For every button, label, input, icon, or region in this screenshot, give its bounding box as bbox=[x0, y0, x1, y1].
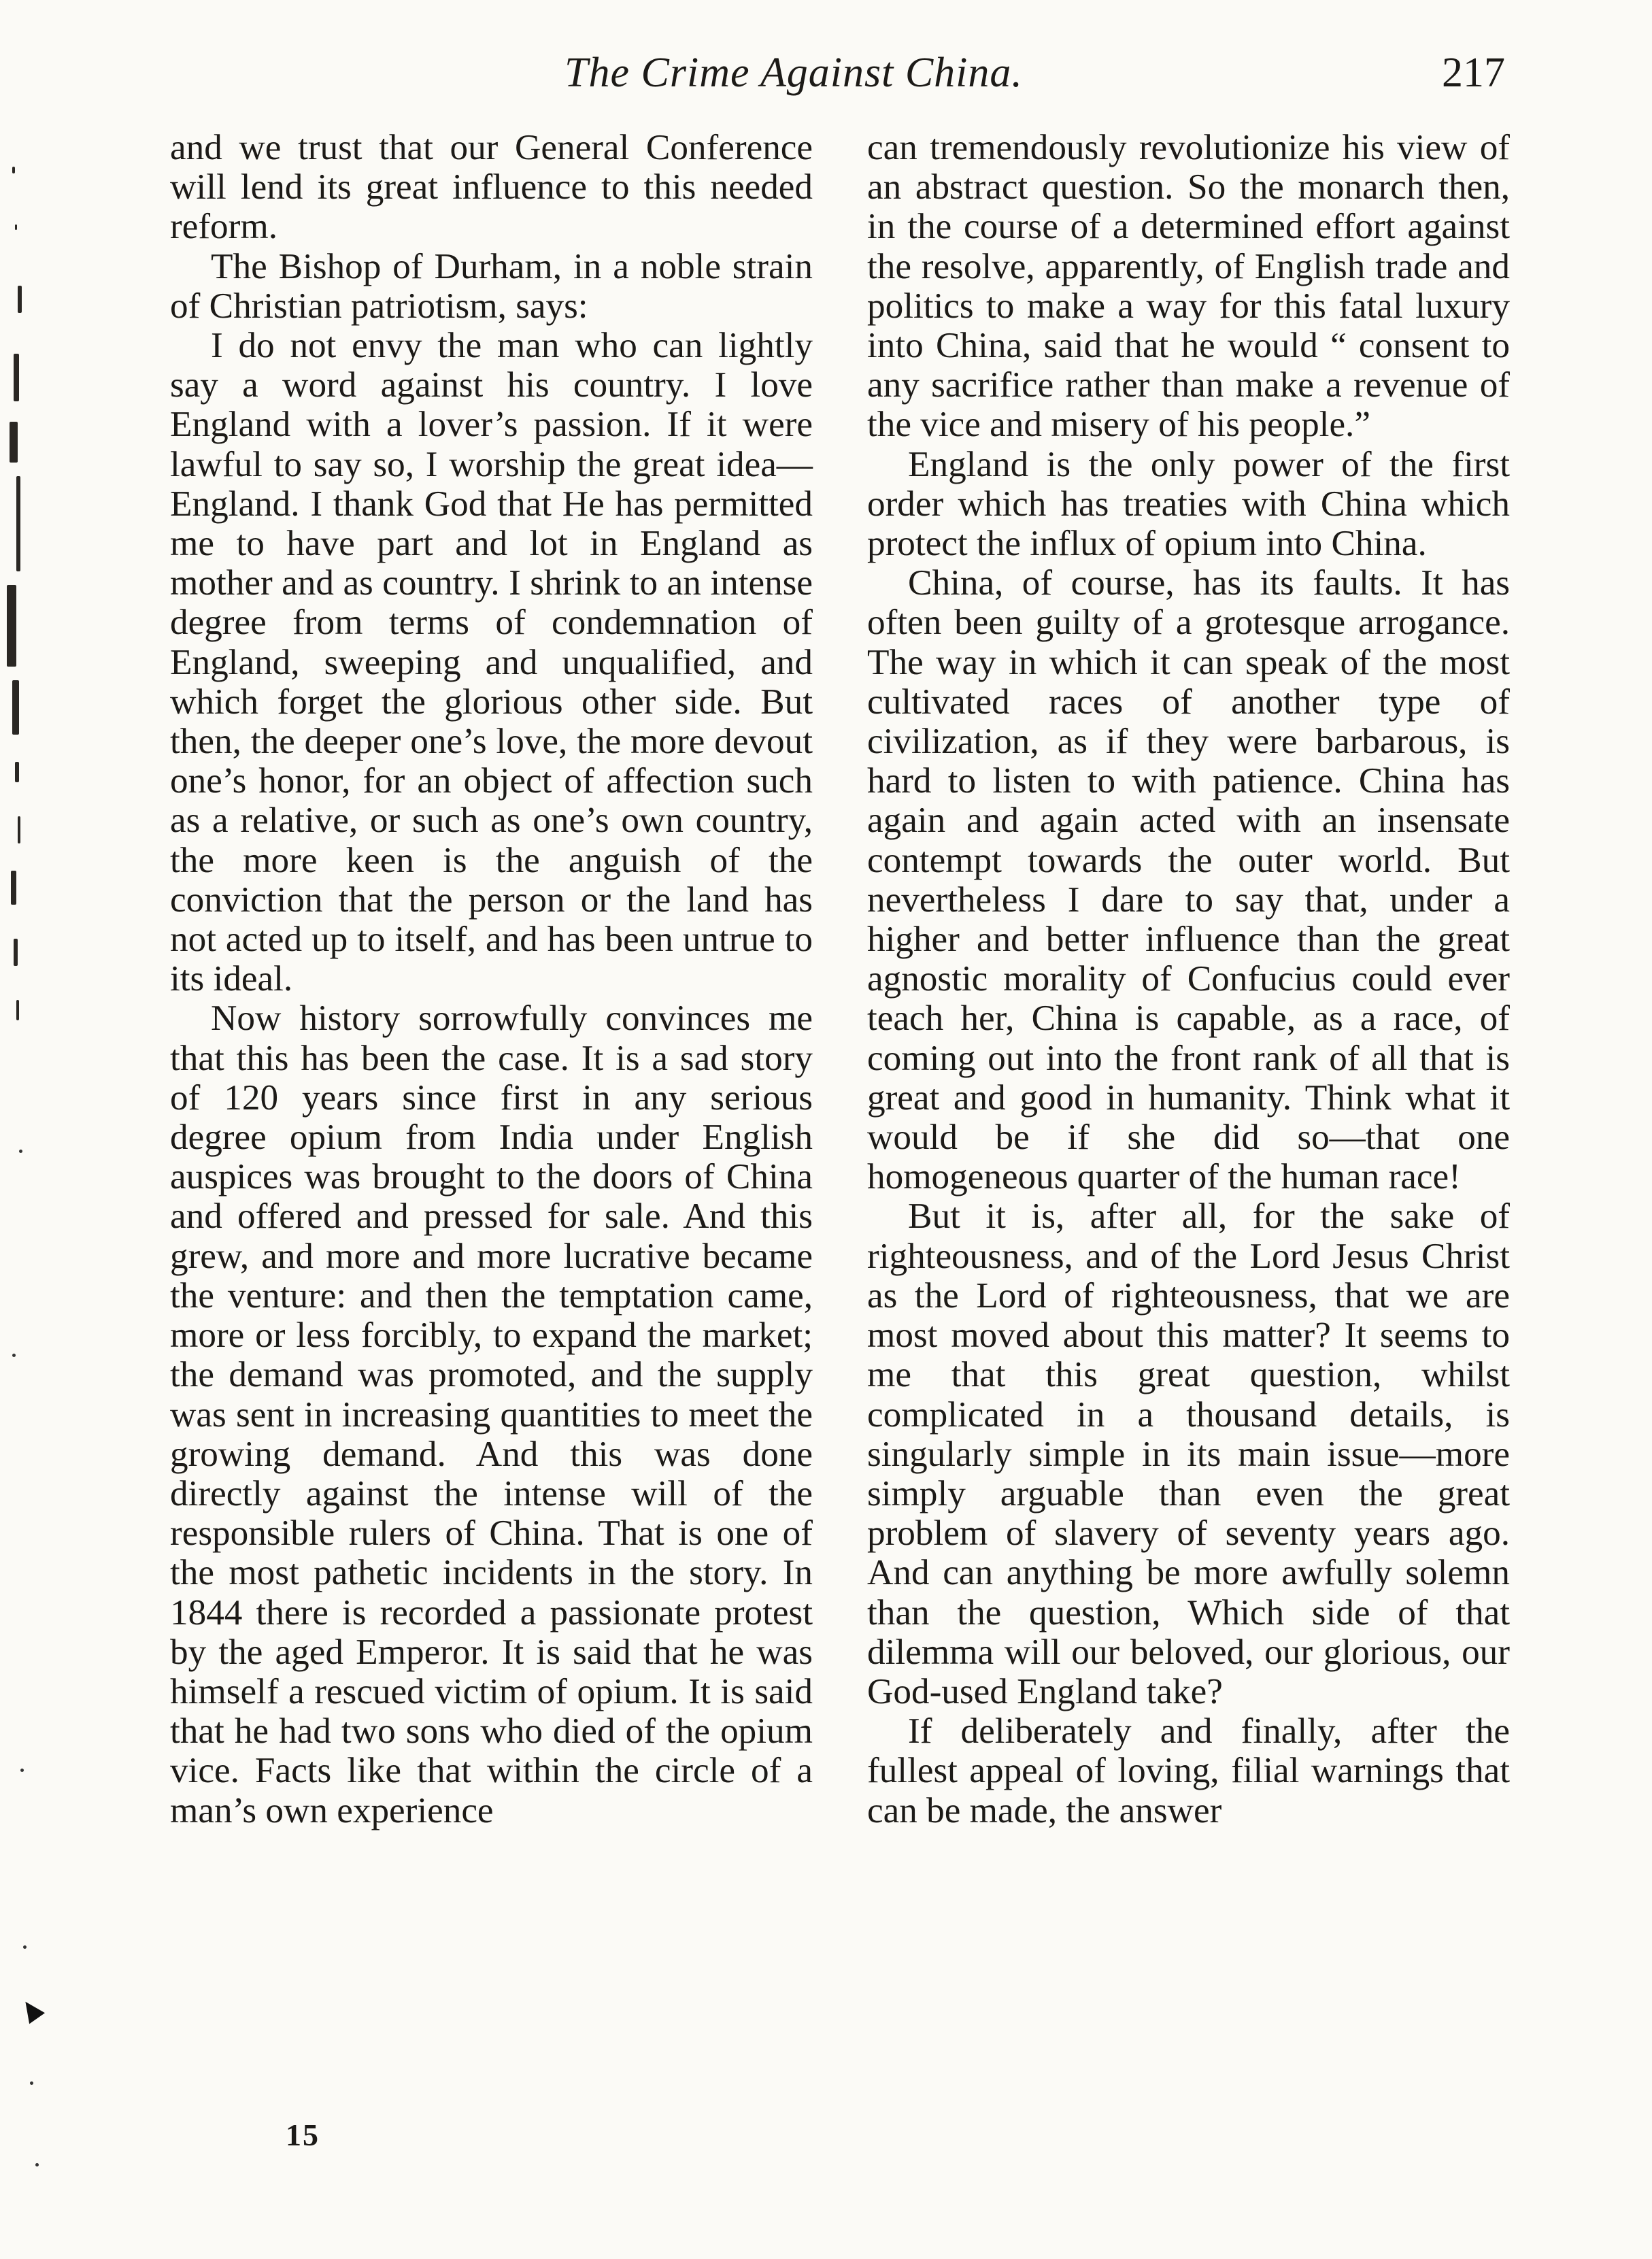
paragraph: But it is, after all, for the sake of righteousness, and of the Lord Jesus Christ as the Lord of righteousness, that we are most moved about this matter? It seems to me that this great question, whilst complicated in a thousand details, is singularly simple in its main issue—more simply arguable than even the great problem of slavery of seventy years ago. And can anything be more awfully solemn than the question, Which side of that dilemma will our beloved, our glorious, our God-used England take? bbox=[867, 1196, 1510, 1711]
right-column bbox=[867, 128, 1510, 1830]
running-head bbox=[0, 49, 1652, 110]
paragraph: The Bishop of Durham, in a noble strain of Christian patriotism, says: bbox=[170, 246, 813, 326]
paragraph: If deliberately and finally, after the fullest appeal of loving, filial warnings that can be made, the answer bbox=[867, 1711, 1510, 1830]
paragraph: England is the only power of the first order which has treaties with China which protect the influx of opium into China. bbox=[867, 444, 1510, 564]
quoted-paragraph: I do not envy the man who can lightly say a word against his country. I love England with a lover’s passion. If it were lawful to say so, I worship the great idea—England. I thank God that He has permitted me to have part and lot in England as mother and as country. I shrink to an intense degree from terms of condemnation of England, sweeping and unqualified, and which forget the glorious other side. But then, the deeper one’s love, the more devout one’s honor, for an object of affection such as a relative, or such as one’s own country, the more keen is the anguish of the conviction that the person or the land has not acted up to itself, and has been untrue to its ideal. bbox=[170, 325, 813, 999]
scan-edge-artifacts bbox=[0, 0, 82, 2259]
paragraph: China, of course, has its faults. It has often been guilty of a grotesque arrogance. The way in which it can speak of the most cultivated races of another type of civilization, as if they were barbarous, is hard to listen to with patience. China has again and again acted with an insensate contempt towards the outer world. But nevertheless I dare to say that, under a higher and better influence than the great agnostic morality of Confucius could ever teach her, China is capable, as a race, of coming out into the front rank of all that is great and good in humanity. Think what it would be if she did so—that one homogeneous quarter of the human race! bbox=[867, 563, 1510, 1197]
signature-mark: 15 bbox=[286, 2118, 320, 2152]
paragraph: can tremendously revolutionize his view of an abstract question. So the monarch then, in the course of a determined effort against the resolve, apparently, of English trade and politics to make a way for this fatal luxury into China, said that he would “ consent to any sacrifice rather than make a revenue of the vice and misery of his people.” bbox=[867, 127, 1510, 445]
left-column bbox=[170, 128, 813, 1830]
page-number: 217 bbox=[1442, 50, 1505, 96]
running-title: The Crime Against China. bbox=[564, 50, 1023, 96]
paragraph: Now history sorrowfully convinces me that this has been the case. It is a sad story of 120 years since first in any serious degree opium from India under English auspices was brought to the doors of China and offered and pressed for sale. And this grew, and more and more lucrative became the venture: and then the temptation came, more or less forcibly, to expand the market; the demand was promoted, and the supply was sent in increasing quantities to meet the growing demand. And this was done directly against the intense will of the responsible rulers of China. That is one of the most pathetic incidents in the story. In 1844 there is recorded a passionate protest by the aged Emperor. It is said that he was himself a rescued victim of opium. It is said that he had two sons who died of the opium vice. Facts like that within the circle of a man’s own experience bbox=[170, 998, 813, 1830]
paragraph: and we trust that our General Conference will lend its great influence to this needed reform. bbox=[170, 127, 813, 247]
